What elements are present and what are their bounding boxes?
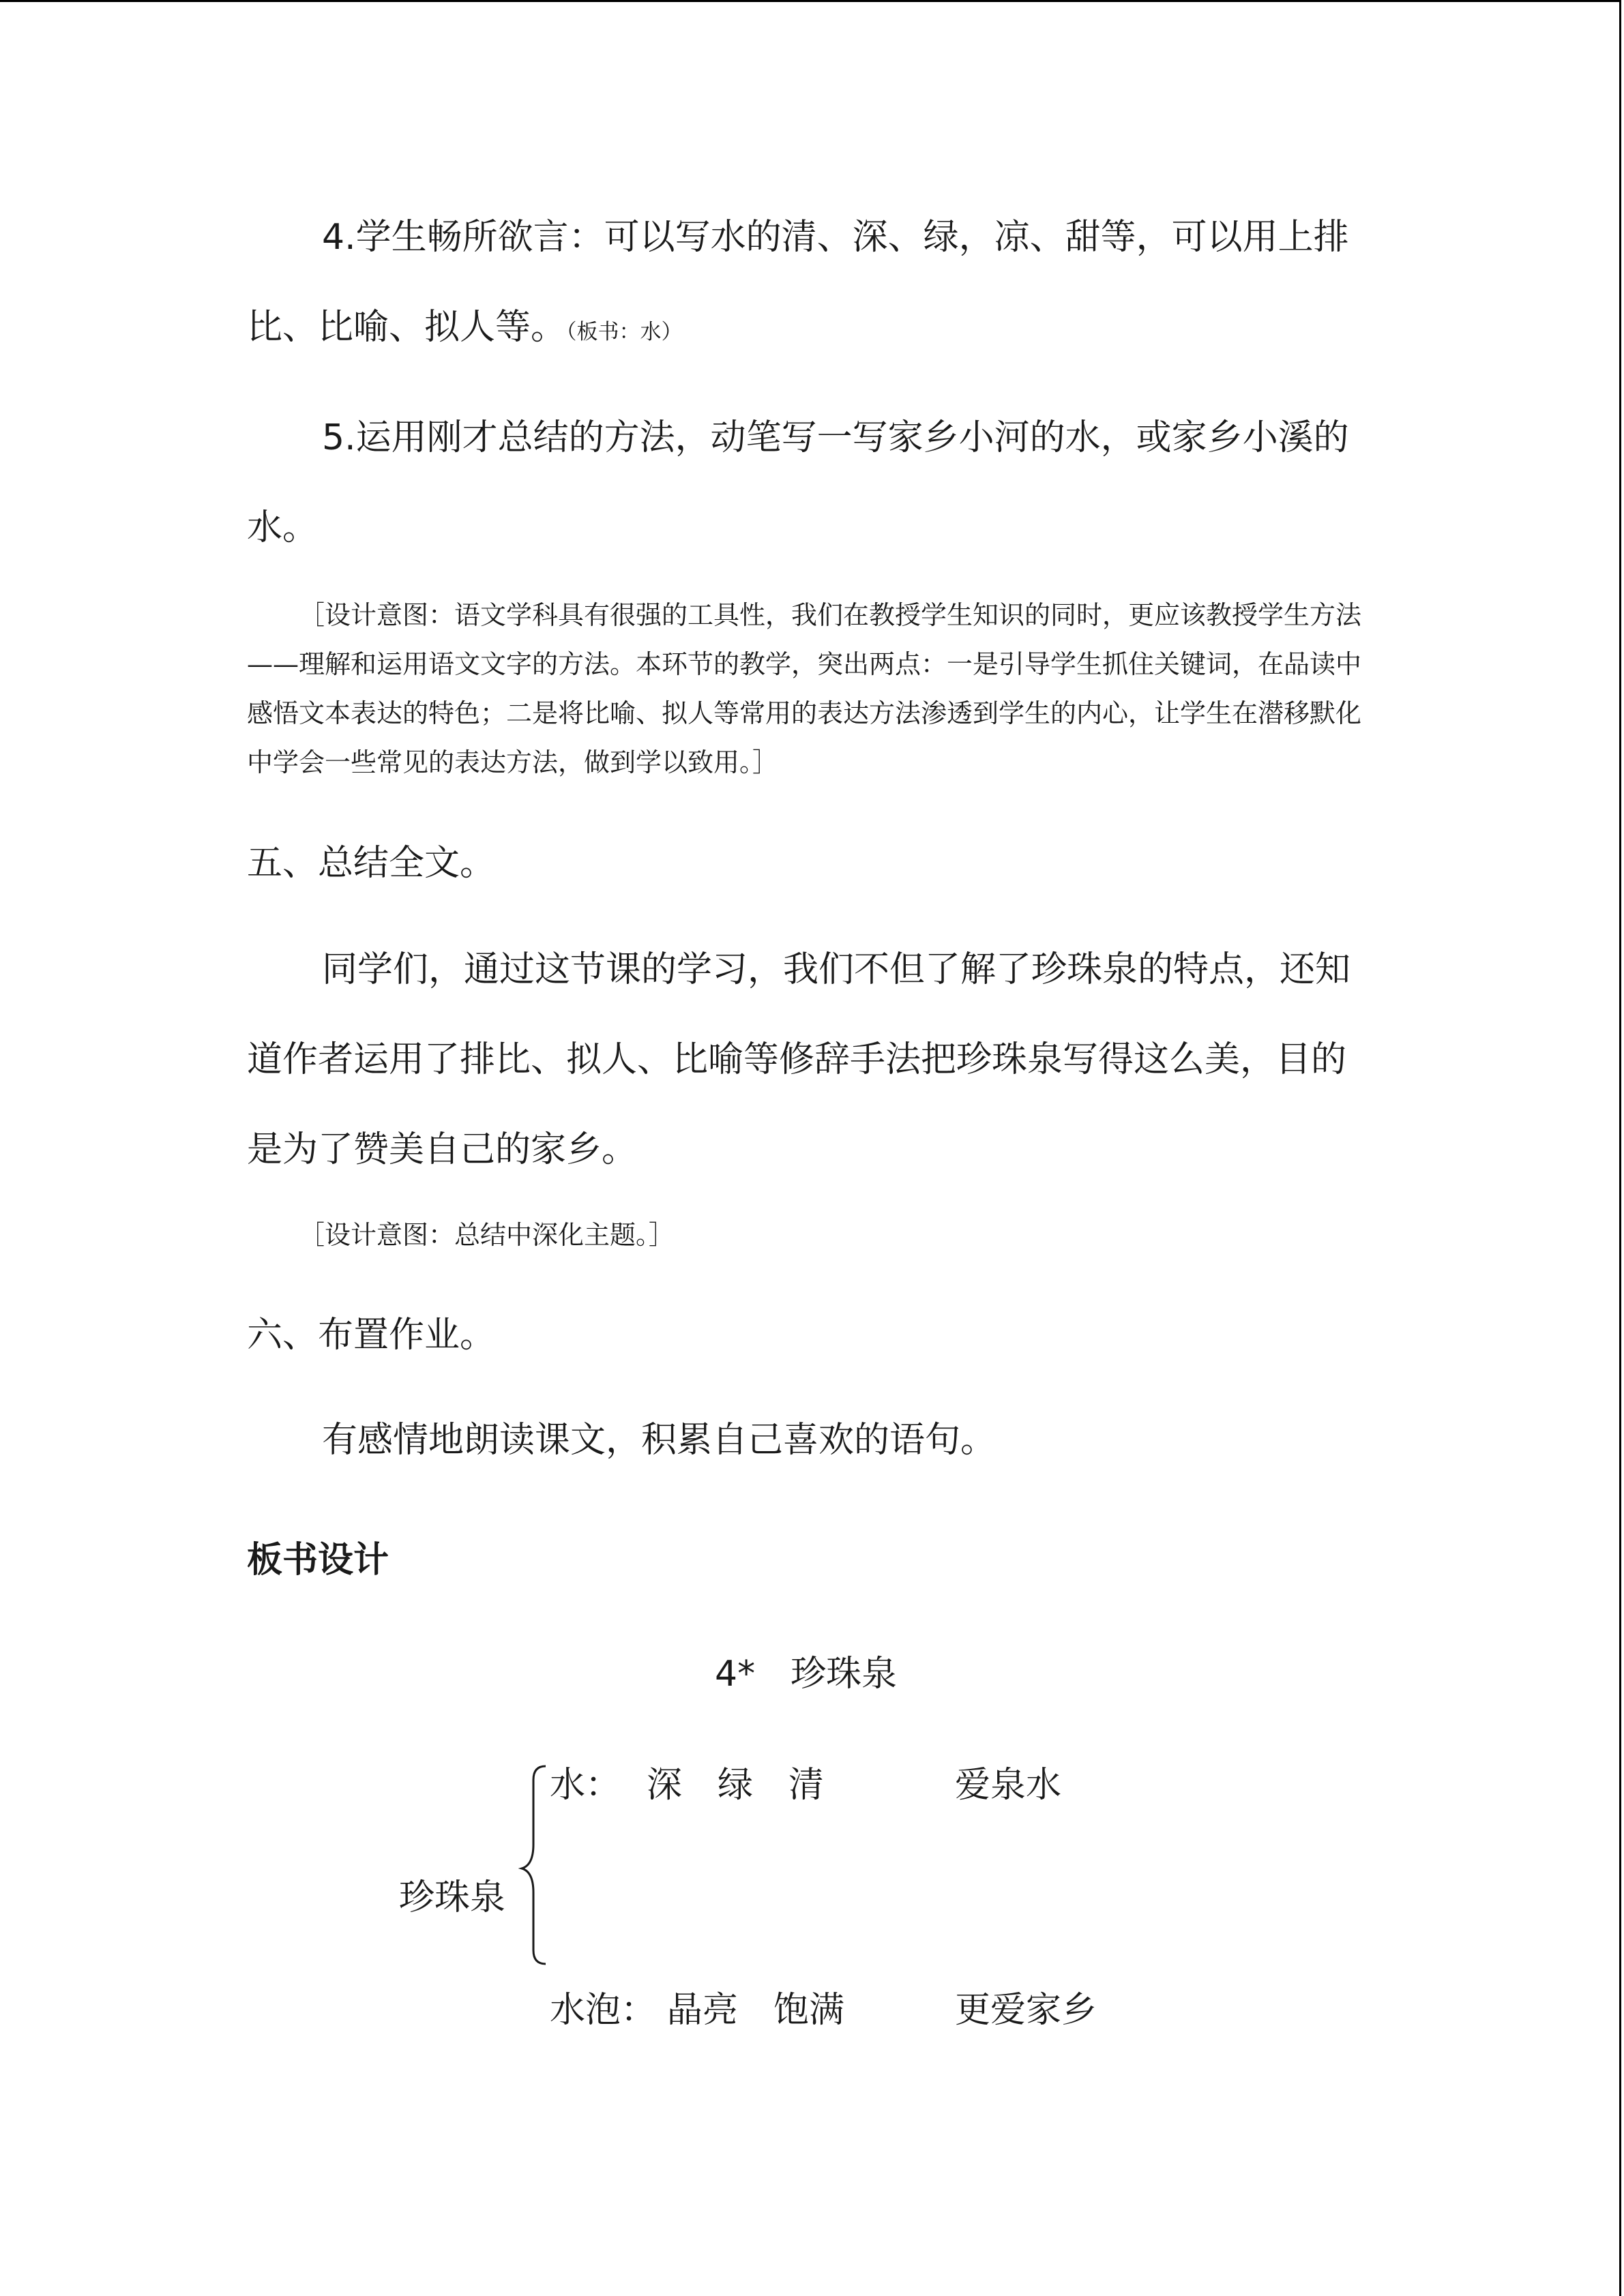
branch-top-items: 深 绿 清 xyxy=(647,1765,825,1806)
branch-top-emotion: 爱泉水 xyxy=(955,1765,1062,1806)
branch-bottom-label: 水泡： xyxy=(550,1990,657,2031)
summary-paragraph: 同学们，通过这节课的学习，我们不但了解了珍珠泉的特点，还知道作者运用了排比、拟人、比喻等修辞手法把珍珠泉写得这么美，目的是为了赞美自己的家乡。 xyxy=(247,949,1351,1170)
paragraph-4-text: 4.学生畅所欲言：可以写水的清、深、绿，凉、甜等，可以用上排比、比喻、拟人等。 xyxy=(247,217,1349,348)
branch-top-label: 水： xyxy=(550,1765,621,1806)
branch-bottom-emotion: 更爱家乡 xyxy=(955,1990,1097,2031)
homework-paragraph: 有感情地朗读课文，积累自己喜欢的语句。 xyxy=(322,1420,996,1461)
section-6-title: 六、布置作业。 xyxy=(247,1315,496,1356)
design-note-2: ［设计意图：总结中深化主题。］ xyxy=(299,1220,675,1250)
board-root-label: 珍珠泉 xyxy=(399,1877,506,1918)
design-note-1: ［设计意图：语文学科具有很强的工具性，我们在教授学生知识的同时，更应该教授学生方法——理解和运用语文文字的方法。本环节的教学，突出两点：一是引导学生抓住关键词，在品读中感悟文本表达的特色；二是将比喻、拟人等常用的表达方法渗透到学生的内心，让学生在潜移默化中学会一些常见的表达方法，做到学以致用。］ xyxy=(247,600,1362,777)
branch-bottom-items: 晶亮 饱满 xyxy=(667,1990,845,2031)
board-design-heading: 板书设计 xyxy=(247,1540,389,1581)
board-title: 4* 珍珠泉 xyxy=(715,1654,898,1695)
section-5-title: 五、总结全文。 xyxy=(247,843,496,884)
paragraph-5: 5.运用刚才总结的方法，动笔写一写家乡小河的水，或家乡小溪的水。 xyxy=(247,417,1349,548)
board-note: （板书：水） xyxy=(566,320,683,344)
paragraph-4 xyxy=(247,192,1379,377)
